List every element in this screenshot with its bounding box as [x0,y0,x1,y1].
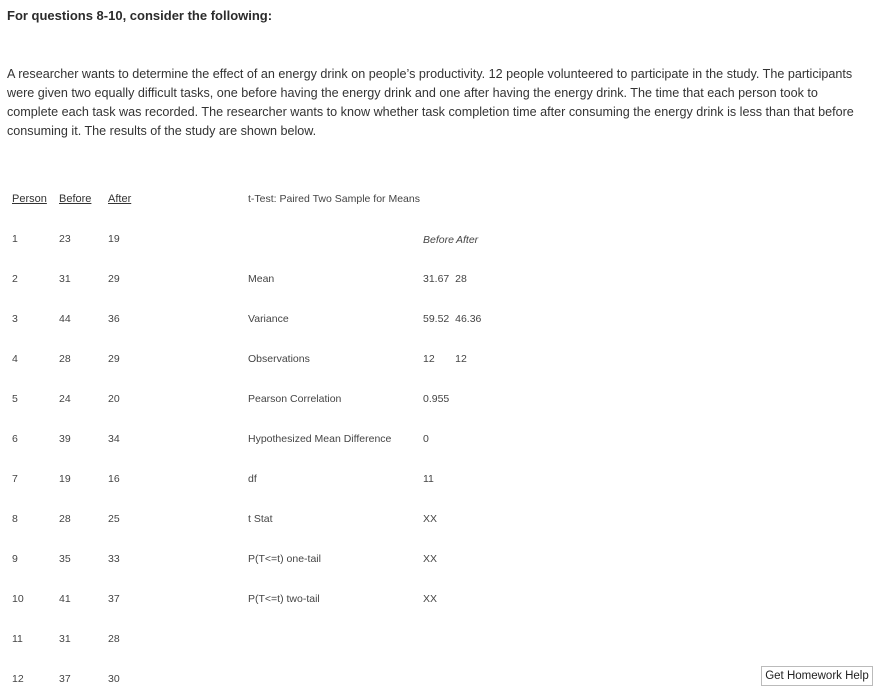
ttest-col-after: After [456,234,479,246]
cell-person: 9 [12,553,18,565]
stat-value: XX [423,593,438,605]
cell-person: 5 [12,393,18,405]
stat-value: 59.52 46.36 [423,313,482,325]
cell-after: 30 [108,673,120,685]
stat-label: Hypothesized Mean Difference [248,433,392,445]
col-header-before: Before [59,193,92,205]
cell-before: 37 [59,673,71,685]
stat-label: P(T<=t) two-tail [248,593,320,605]
stat-value: 0 [423,433,429,445]
cell-before: 35 [59,553,71,565]
page-heading: For questions 8-10, consider the following: [7,8,273,23]
stat-label: P(T<=t) one-tail [248,553,321,565]
cell-after: 37 [108,593,120,605]
cell-person: 11 [12,633,23,645]
cell-before: 28 [59,513,71,525]
stat-label: Pearson Correlation [248,393,342,405]
cell-person: 10 [12,593,24,605]
cell-person: 2 [12,273,18,285]
cell-after: 19 [108,233,120,245]
get-homework-help-button[interactable]: Get Homework Help [761,666,873,686]
stat-value: 12 12 [423,353,467,365]
stat-value: XX [423,513,438,525]
cell-before: 31 [59,273,71,285]
cell-after: 25 [108,513,120,525]
cell-person: 4 [12,353,18,365]
cell-before: 41 [59,593,71,605]
stat-value: XX [423,553,438,565]
cell-person: 1 [12,233,18,245]
cell-person: 8 [12,513,18,525]
stat-label: Variance [248,313,289,325]
stat-value: 0.955 [423,393,450,405]
stat-label: Observations [248,353,310,365]
stat-label: df [248,473,257,485]
cell-person: 6 [12,433,18,445]
cell-person: 12 [12,673,24,685]
cell-after: 20 [108,393,120,405]
col-header-person: Person [12,193,47,205]
cell-before: 24 [59,393,71,405]
cell-after: 33 [108,553,120,565]
cell-after: 29 [108,273,120,285]
cell-after: 28 [108,633,120,645]
problem-description: A researcher wants to determine the effect of an energy drink on people’s productivity. 12 people volunteered to participate in the study. The participants were given two equally difficult tasks, one before having the energy drink and one after having the energy drink. The time that each person took to complete each task was recorded. The researcher wants to know whether task completion time after consuming the energy drink is less than that before consuming it. The results of the study are shown below. [7,67,854,138]
col-header-after: After [108,193,132,205]
stat-label: Mean [248,273,275,285]
cell-before: 19 [59,473,71,485]
cell-before: 31 [59,633,71,645]
ttest-title: t-Test: Paired Two Sample for Means [248,193,420,205]
stat-label: t Stat [248,513,273,525]
cell-after: 29 [108,353,120,365]
stat-value: 11 [423,473,434,485]
cell-before: 44 [59,313,71,325]
cell-person: 7 [12,473,18,485]
cell-before: 28 [59,353,71,365]
cell-after: 34 [108,433,120,445]
cell-before: 23 [59,233,71,245]
stat-value: 31.67 28 [423,273,467,285]
ttest-col-before: Before [423,234,454,246]
cell-after: 16 [108,473,120,485]
cell-after: 36 [108,313,120,325]
cell-before: 39 [59,433,71,445]
cell-person: 3 [12,313,18,325]
